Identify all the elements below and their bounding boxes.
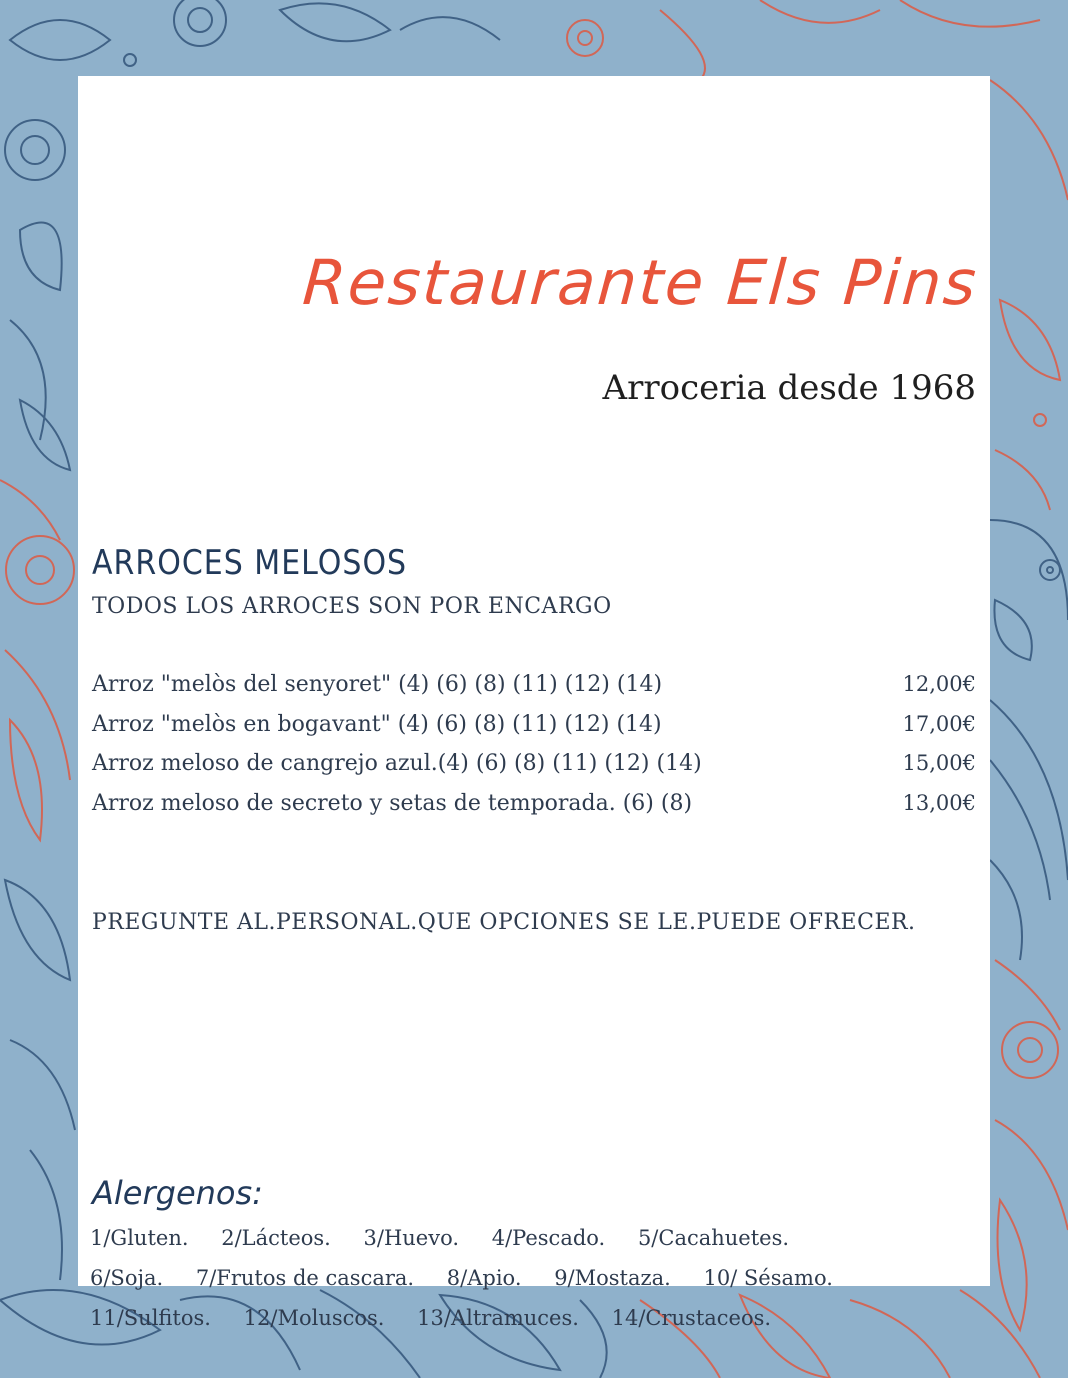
allergen-item: 8/Apio.: [446, 1266, 522, 1290]
menu-item-name: Arroz "melòs del senyoret" (4) (6) (8) (11) (12) (14): [92, 672, 663, 697]
menu-item-price: 13,00€: [902, 790, 976, 815]
menu-item: [92, 712, 976, 752]
menu-item-name: Arroz meloso de secreto y setas de temporada. (6) (8): [92, 790, 693, 816]
allergen-line: [90, 1226, 980, 1266]
menu-list: [92, 672, 976, 830]
menu-item-name: Arroz "melòs en bogavant" (4) (6) (8) (11) (12) (14): [92, 711, 662, 737]
allergen-item: 4/Pescado.: [491, 1226, 606, 1250]
menu-item: [92, 751, 976, 791]
allergen-item: 12/Moluscos.: [243, 1306, 385, 1330]
allergen-item: 1/Gluten.: [90, 1226, 189, 1250]
section-title: ARROCES MELOSOS: [92, 544, 408, 584]
allergen-item: 7/Frutos de cascara.: [195, 1266, 415, 1290]
allergen-item: 9/Mostaza.: [554, 1266, 671, 1290]
allergen-line: [90, 1266, 980, 1306]
allergen-item: 6/Soja.: [90, 1266, 164, 1290]
allergen-item: 3/Huevo.: [363, 1226, 460, 1250]
allergens-list: [90, 1226, 980, 1346]
menu-item-name: Arroz meloso de cangrejo azul.(4) (6) (8) (11) (12) (14): [92, 751, 702, 776]
menu-item-price: 12,00€: [902, 672, 976, 696]
menu-item: [92, 791, 976, 831]
allergen-item: 5/Cacahuetes.: [637, 1226, 790, 1250]
section-note: TODOS LOS ARROCES SON POR ENCARGO: [92, 594, 612, 619]
restaurant-title: Restaurante Els Pins: [300, 246, 981, 319]
menu-item: [92, 672, 976, 712]
allergen-item: 13/Altramuces.: [417, 1306, 579, 1330]
allergen-item: 11/Sulfitos.: [90, 1306, 211, 1330]
restaurant-subtitle: Arroceria desde 1968: [602, 368, 976, 408]
allergen-item: 14/Crustaceos.: [611, 1306, 772, 1330]
allergens-title: Alergenos:: [92, 1174, 263, 1212]
allergen-item: 2/Lácteos.: [221, 1226, 331, 1250]
menu-card: [78, 76, 990, 1330]
allergen-line: [90, 1306, 980, 1346]
allergen-item: 10/ Sésamo.: [703, 1266, 833, 1290]
menu-item-price: 17,00€: [902, 711, 976, 736]
menu-item-price: 15,00€: [902, 751, 976, 775]
staff-options-note: PREGUNTE AL.PERSONAL.QUE OPCIONES SE LE.PUEDE OFRECER.: [92, 910, 916, 935]
